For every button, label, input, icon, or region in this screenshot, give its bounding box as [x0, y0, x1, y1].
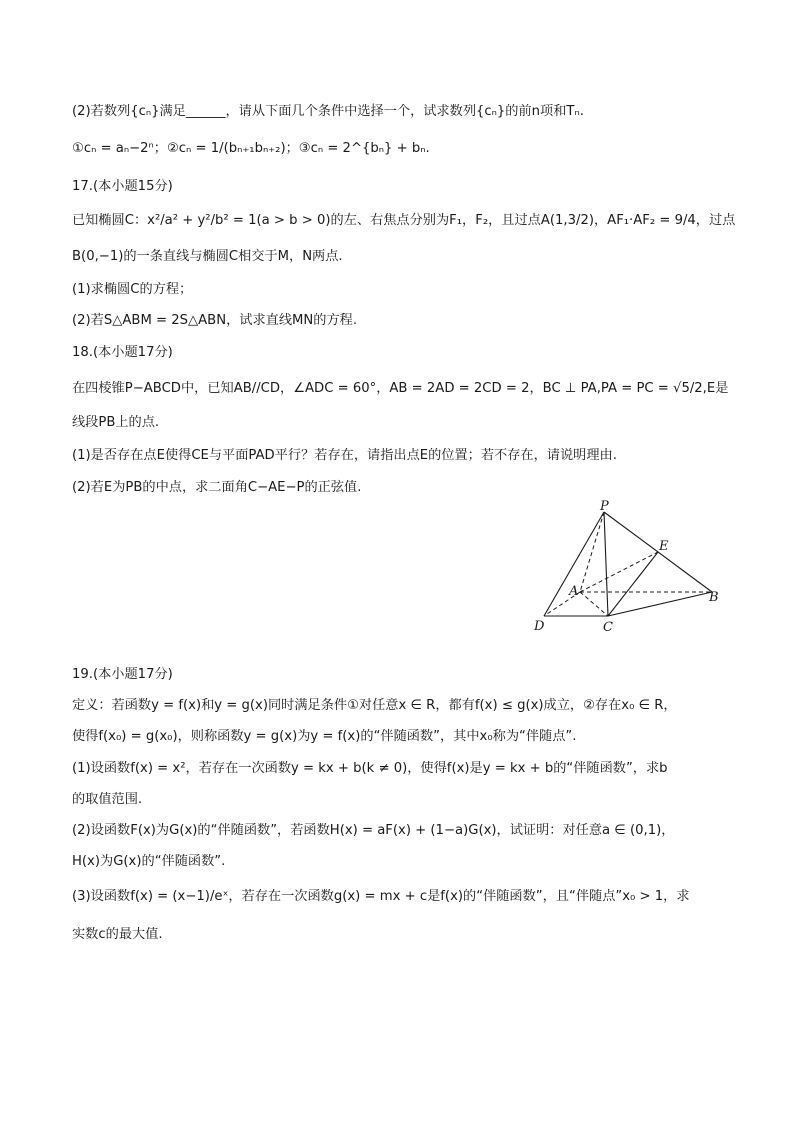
problem-19-part-3-line1: (3)设函数f(x) = (x−1)/eˣ，若存在一次函数g(x) = mx + c是f(x)的“伴随函数”，且“伴随点”x₀ > 1，求	[72, 889, 690, 904]
problem-17-statement-line2: B(0,−1)的一条直线与椭圆C相交于M，N两点.	[72, 249, 343, 264]
problem-19-heading: 19.(本小题17分)	[72, 667, 173, 682]
label-B: B	[709, 590, 719, 605]
problem-19-part-2-line2: H(x)为G(x)的“伴随函数”.	[72, 854, 226, 869]
label-E: E	[659, 539, 669, 554]
problem-17-part-2: (2)若S△ABM = 2S△ABN，试求直线MN的方程.	[72, 313, 358, 328]
pyramid-figure	[528, 500, 728, 640]
problem-17-statement-line1: 已知椭圆C：x²/a² + y²/b² = 1(a > b > 0)的左、右焦点分别为F₁，F₂，且过点A(1,3/2)，AF₁·AF₂ = 9/4，过点	[72, 213, 736, 228]
problem-19-part-2-line1: (2)设函数F(x)为G(x)的“伴随函数”，若函数H(x) = aF(x) + (1−a)G(x)，试证明：对任意a ∈ (0,1)，	[72, 823, 675, 838]
problem-19-part-3-line2: 实数c的最大值.	[72, 927, 163, 942]
problem-19-definition-line2: 使得f(x₀) = g(x₀)，则称函数y = g(x)为y = f(x)的“伴随函数”，其中x₀称为“伴随点”.	[72, 729, 577, 744]
edge-PD	[544, 512, 604, 616]
label-P: P	[600, 500, 609, 514]
problem-19-definition-line1: 定义：若函数y = f(x)和y = g(x)同时满足条件①对任意x ∈ R，都有f(x) ≤ g(x)成立，②存在x₀ ∈ R，	[72, 698, 677, 713]
edge-PA	[580, 512, 604, 592]
problem-19-part-1-line1: (1)设函数f(x) = x²，若存在一次函数y = kx + b(k ≠ 0)，使得f(x)是y = kx + b的“伴随函数”，求b	[72, 761, 668, 776]
problem-18-part-1: (1)是否存在点E使得CE与平面PAD平行？若存在，请指出点E的位置；若不存在，请说明理由.	[72, 448, 617, 463]
problem-18-heading: 18.(本小题17分)	[72, 345, 173, 360]
problem-17-part-1: (1)求椭圆C的方程；	[72, 282, 193, 297]
problem-16-part-2: (2)若数列{cₙ}满足______，请从下面几个条件中选择一个，试求数列{cₙ}的前n项和Tₙ.	[72, 104, 584, 119]
problem-18-statement-line2: 线段PB上的点.	[72, 415, 160, 430]
label-D: D	[534, 619, 545, 634]
label-A: A	[569, 584, 579, 599]
edge-AC	[580, 592, 608, 616]
edge-PC	[604, 512, 608, 616]
label-C: C	[603, 620, 613, 635]
problem-16-conditions: ①cₙ = aₙ−2ⁿ；②cₙ = 1/(bₙ₊₁bₙ₊₂)；③cₙ = 2^{bₙ} + bₙ.	[72, 141, 430, 156]
problem-18-statement-line1: 在四棱锥P−ABCD中，已知AB//CD，∠ADC = 60°，AB = 2AD = 2CD = 2，BC ⊥ PA,PA = PC = √5/2,E是	[72, 381, 729, 396]
edge-AE	[580, 552, 658, 592]
problem-18-part-2: (2)若E为PB的中点，求二面角C−AE−P的正弦值.	[72, 480, 362, 495]
problem-17-heading: 17.(本小题15分)	[72, 179, 173, 194]
problem-19-part-1-line2: 的取值范围.	[72, 792, 143, 807]
